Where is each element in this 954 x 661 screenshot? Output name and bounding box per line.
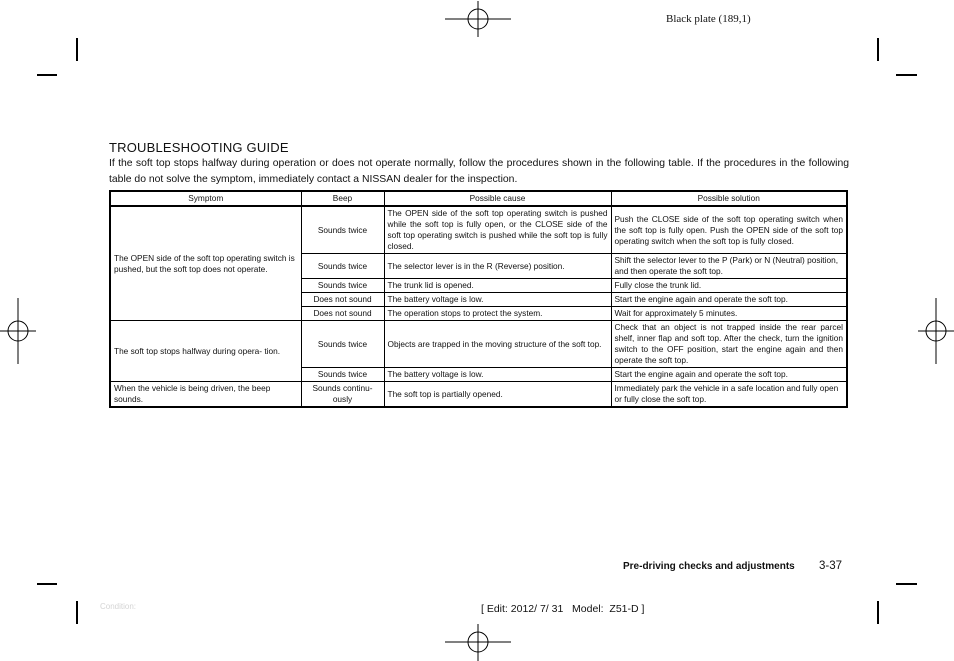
crop-mark-bottom-left-horizontal — [37, 583, 57, 585]
cause-cell: The OPEN side of the soft top operating switch is pushed while the soft top is fully open, or the CLOSE side of the soft top operating switch is pushed while the soft top is fully closed. — [384, 206, 611, 254]
condition-label: Condition: — [100, 602, 137, 611]
symptom-cell: When the vehicle is being driven, the beep sounds. — [110, 382, 301, 408]
crop-mark-top-right-vertical — [877, 38, 879, 61]
plate-label: Black plate (189,1) — [666, 13, 751, 25]
beep-cell: Sounds twice — [301, 368, 384, 382]
troubleshooting-table — [109, 190, 848, 408]
beep-cell: Sounds twice — [301, 321, 384, 368]
cause-cell: The selector lever is in the R (Reverse) position. — [384, 254, 611, 279]
page-number: 3-37 — [819, 560, 843, 572]
cause-cell: The battery voltage is low. — [384, 368, 611, 382]
table-row — [110, 321, 847, 368]
cause-cell: The soft top is partially opened. — [384, 382, 611, 408]
edit-info: [ Edit: 2012/ 7/ 31 Model: Z51-D ] — [481, 603, 645, 615]
solution-cell: Wait for approximately 5 minutes. — [611, 307, 847, 321]
registration-mark-bottom — [445, 624, 511, 661]
solution-cell: Start the engine again and operate the soft top. — [611, 293, 847, 307]
beep-cell: Sounds continu- ously — [301, 382, 384, 408]
registration-mark-top — [445, 1, 511, 37]
beep-cell: Sounds twice — [301, 279, 384, 293]
solution-cell: Fully close the trunk lid. — [611, 279, 847, 293]
table-row — [110, 206, 847, 254]
crop-mark-top-left-horizontal — [37, 74, 57, 76]
intro-paragraph: If the soft top stops halfway during operation or does not operate normally, follow the procedures shown in the following table. If the procedures in the following table do not solve the symptom, immediately contact a NISSAN dealer for the inspection. — [109, 158, 849, 185]
crop-mark-bottom-left-vertical — [76, 601, 78, 624]
beep-cell: Sounds twice — [301, 206, 384, 254]
cause-cell: Objects are trapped in the moving structure of the soft top. — [384, 321, 611, 368]
symptom-cell: The OPEN side of the soft top operating switch is pushed, but the soft top does not operate. — [110, 206, 301, 321]
crop-mark-bottom-right-vertical — [877, 601, 879, 624]
crop-mark-top-right-horizontal — [896, 74, 917, 76]
solution-cell: Push the CLOSE side of the soft top operating switch when the soft top is fully open. Push the OPEN side of the soft top operating switch when the soft top is fully closed. — [611, 206, 847, 254]
registration-mark-left — [0, 298, 36, 364]
beep-cell: Does not sound — [301, 293, 384, 307]
registration-mark-right — [918, 298, 954, 364]
crop-mark-bottom-right-horizontal — [896, 583, 917, 585]
crop-mark-top-left-vertical — [76, 38, 78, 61]
table-header-row — [110, 191, 847, 206]
section-title: TROUBLESHOOTING GUIDE — [109, 140, 289, 155]
solution-cell: Shift the selector lever to the P (Park) or N (Neutral) position, and then operate the soft top. — [611, 254, 847, 279]
solution-cell: Check that an object is not trapped inside the rear parcel shelf, inner flap and soft top. After the check, turn the ignition switch to the OFF position, start the engine again and then operate the soft top. — [611, 321, 847, 368]
beep-cell: Sounds twice — [301, 254, 384, 279]
cause-cell: The trunk lid is opened. — [384, 279, 611, 293]
table-row — [110, 382, 847, 408]
cause-cell: The operation stops to protect the system. — [384, 307, 611, 321]
beep-cell: Does not sound — [301, 307, 384, 321]
footer-section-name: Pre-driving checks and adjustments — [623, 561, 795, 572]
column-header-possible-cause: Possible cause — [384, 191, 611, 206]
cause-cell: The battery voltage is low. — [384, 293, 611, 307]
solution-cell: Start the engine again and operate the soft top. — [611, 368, 847, 382]
solution-cell: Immediately park the vehicle in a safe location and fully open or fully close the soft top. — [611, 382, 847, 408]
column-header-possible-solution: Possible solution — [611, 191, 847, 206]
symptom-cell: The soft top stops halfway during opera- tion. — [110, 321, 301, 382]
column-header-beep: Beep — [301, 191, 384, 206]
column-header-symptom: Symptom — [110, 191, 301, 206]
